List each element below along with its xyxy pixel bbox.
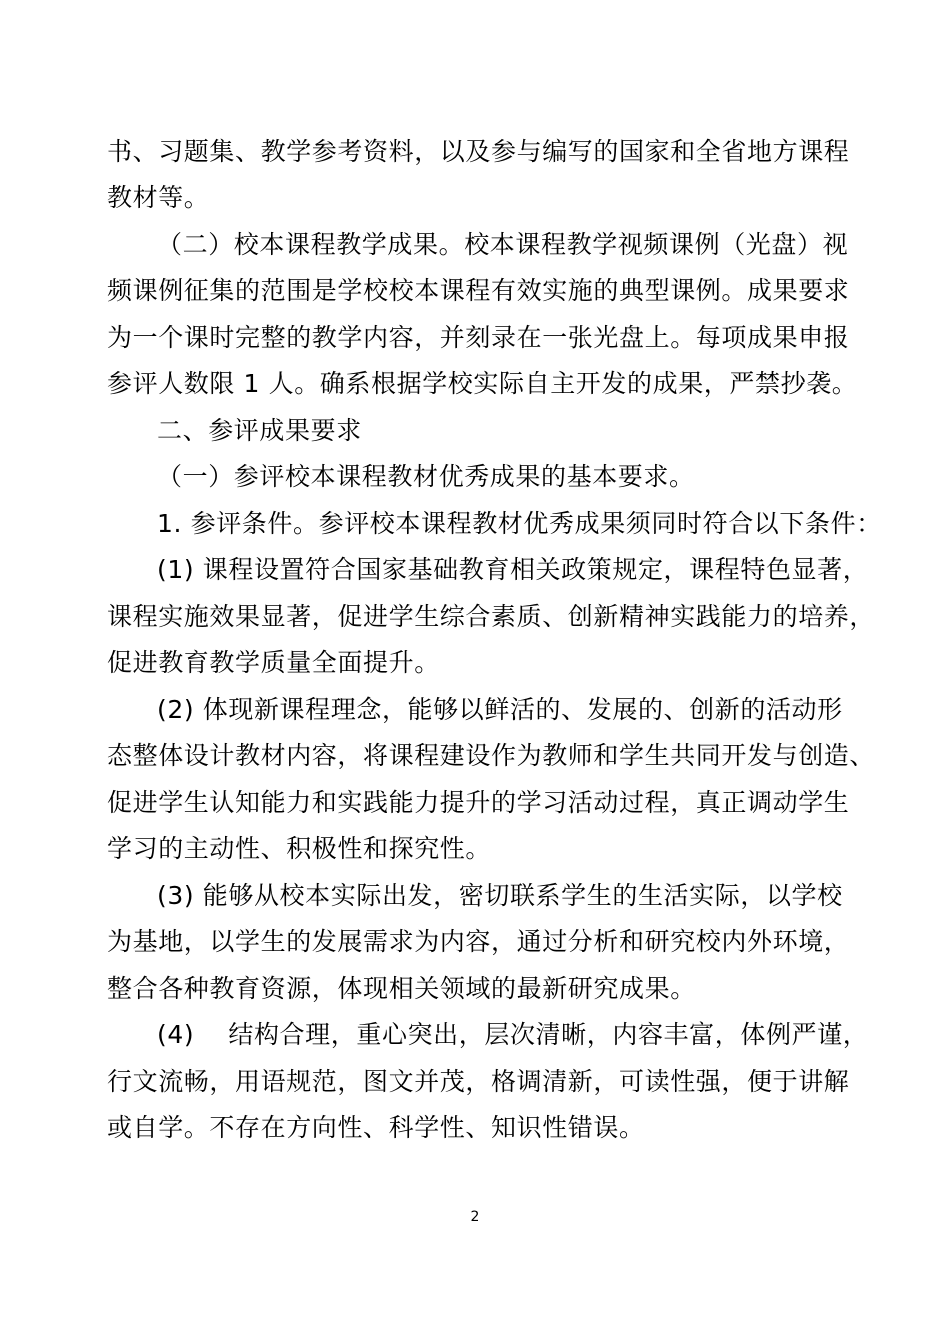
text-line-22: 或自学。不存在方向性、科学性、知识性错误。 [107, 1113, 645, 1142]
text-line-10: (1) 课程设置符合国家基础教育相关政策规定，课程特色显著， [157, 555, 869, 584]
text-line-19: 整合各种教育资源，体现相关领域的最新研究成果。 [107, 974, 696, 1003]
text-line-5: 为一个课时完整的教学内容，并刻录在一张光盘上。每项成果申报 [107, 323, 850, 352]
text-line-15: 促进学生认知能力和实践能力提升的学习活动过程，真正调动学生 [107, 788, 850, 817]
text-line-16: 学习的主动性、积极性和探究性。 [107, 834, 492, 863]
text-line-6: 参评人数限 1 人。确系根据学校实际自主开发的成果，严禁抄袭。 [107, 369, 858, 398]
text-line-1: 书、习题集、教学参考资料，以及参与编写的国家和全省地方课程 [107, 137, 850, 166]
text-line-18: 为基地，以学生的发展需求为内容，通过分析和研究校内外环境， [107, 927, 850, 956]
text-line-14: 态整体设计教材内容，将课程建设作为教师和学生共同开发与创造、 [107, 741, 876, 770]
text-line-21: 行文流畅，用语规范，图文并茂，格调清新，可读性强，便于讲解 [107, 1067, 850, 1096]
text-line-20: (4) 结构合理，重心突出，层次清晰，内容丰富，体例严谨， [157, 1020, 869, 1049]
text-line-4: 频课例征集的范围是学校校本课程有效实施的典型课例。成果要求 [107, 276, 850, 305]
text-line-12: 促进教育教学质量全面提升。 [107, 648, 440, 677]
text-line-3: （二）校本课程教学成果。校本课程教学视频课例（光盘）视 [157, 230, 849, 259]
text-line-9: 1. 参评条件。参评校本课程教材优秀成果须同时符合以下条件： [157, 509, 882, 538]
text-line-17: (3) 能够从校本实际出发，密切联系学生的生活实际，以学校 [157, 881, 843, 910]
text-line-13: (2) 体现新课程理念，能够以鲜活的、发展的、创新的活动形 [157, 695, 843, 724]
text-line-11: 课程实施效果显著，促进学生综合素质、创新精神实践能力的培养， [107, 602, 876, 631]
subsection-heading: （一）参评校本课程教材优秀成果的基本要求。 [157, 462, 695, 491]
text-line-2: 教材等。 [107, 183, 210, 212]
page-number: 2 [470, 1209, 480, 1225]
section-heading: 二、参评成果要求 [157, 416, 362, 445]
